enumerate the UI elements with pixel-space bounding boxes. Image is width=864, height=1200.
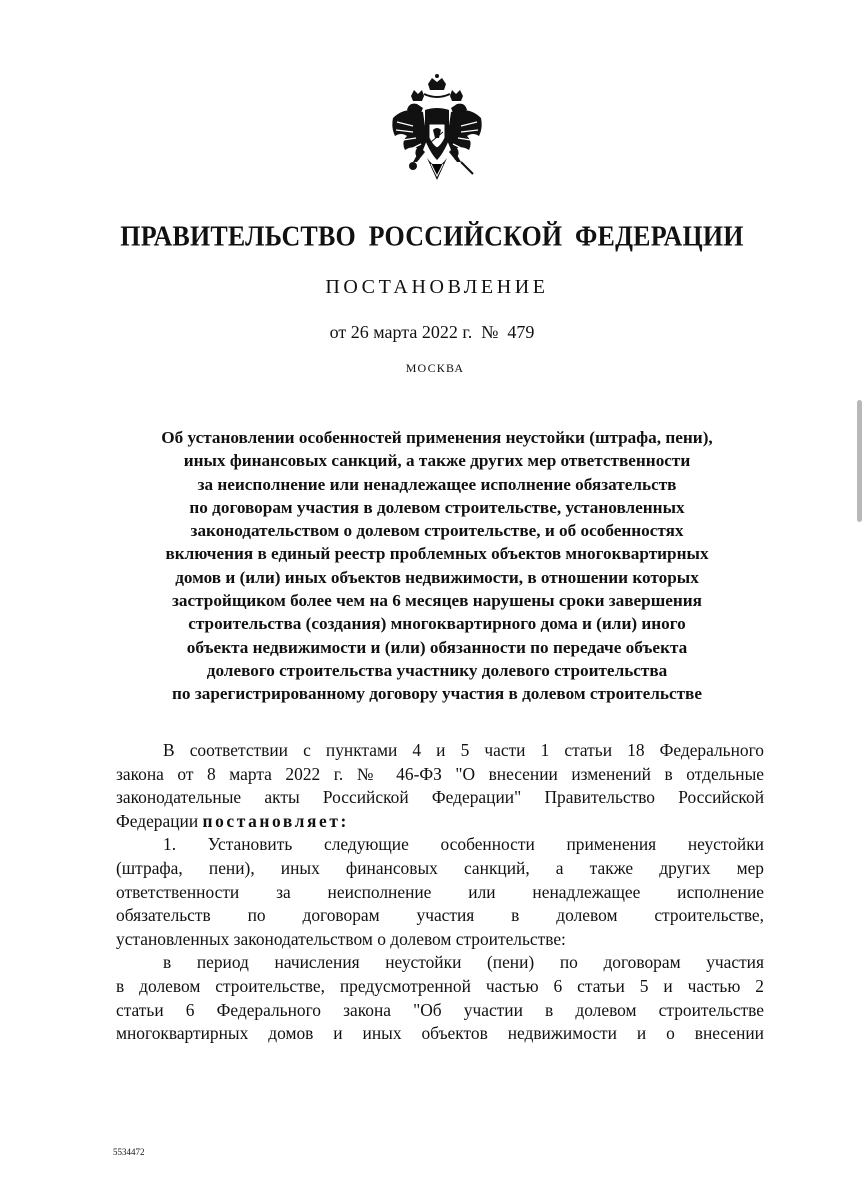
city: МОСКВА — [405, 361, 465, 375]
body-line: в период начисления неустойки (пени) по договорам участия — [163, 952, 764, 973]
document-subject — [100, 426, 774, 706]
body-line: статьи 6 Федерального закона "Об участии в долевом строительстве — [116, 999, 764, 1020]
body-line: ответственности за неисполнение или ненадлежащее исполнение — [116, 881, 764, 902]
subject-line: за неисполнение или ненадлежащее исполнение обязательств — [197, 474, 677, 494]
body-line: законодательные акты Российской Федерации" Правительство Российской — [116, 787, 764, 808]
subject-line: объекта недвижимости и (или) обязанности по передаче объекта — [186, 637, 688, 657]
subject-line: застройщиком более чем на 6 месяцев нарушены сроки завершения — [171, 591, 702, 611]
subject-line: по зарегистрированному договору участия в долевом строительстве — [172, 684, 702, 704]
russian-coat-of-arms-icon — [383, 70, 491, 192]
body-line: (штрафа, пени), иных финансовых санкций, а также других мер — [116, 857, 764, 878]
document-type: ПОСТАНОВЛЕНИЕ — [325, 276, 549, 298]
body-line: многоквартирных домов и иных объектов недвижимости и о внесении — [116, 1023, 764, 1044]
scrollbar-thumb[interactable] — [857, 400, 862, 522]
body-line: 1. Установить следующие особенности применения неустойки — [163, 834, 764, 855]
subject-line: домов и (или) иных объектов недвижимости, в отношении которых — [175, 567, 699, 587]
decree-keyword: постановляет: — [202, 810, 349, 831]
document-id: 5534472 — [113, 1147, 145, 1157]
subject-line: Об установлении особенностей применения неустойки (штрафа, пени), — [161, 428, 713, 447]
subject-line: законодательством о долевом строительстве, и об особенностях — [190, 521, 684, 541]
date-and-number: от 26 марта 2022 г. № 479 — [329, 322, 535, 342]
subject-line: включения в единый реестр проблемных объектов многоквартирных — [165, 544, 709, 564]
government-title: ПРАВИТЕЛЬСТВО РОССИЙСКОЙ ФЕДЕРАЦИИ — [120, 220, 744, 253]
body-line: установленных законодательством о долевом строительстве: — [116, 928, 566, 949]
body-line — [116, 810, 764, 834]
body-line-text: Федерации — [116, 810, 199, 831]
subject-line: долевого строительства участнику долевого строительства — [206, 660, 668, 680]
body-text — [116, 739, 764, 1046]
subject-line: строительства (создания) многоквартирного дома и (или) иного — [188, 614, 686, 634]
subject-line: по договорам участия в долевом строительстве, установленных — [189, 497, 685, 517]
body-line: В соответствии с пунктами 4 и 5 части 1 статьи 18 Федерального — [163, 740, 764, 760]
body-line: закона от 8 марта 2022 г. № 46-ФЗ "О внесении изменений в отдельные — [116, 763, 764, 784]
body-line: обязательств по договорам участия в долевом строительстве, — [116, 905, 764, 926]
subject-line: иных финансовых санкций, а также других мер ответственности — [183, 451, 691, 471]
body-line: в долевом строительстве, предусмотренной частью 6 статьи 5 и частью 2 — [116, 975, 764, 996]
